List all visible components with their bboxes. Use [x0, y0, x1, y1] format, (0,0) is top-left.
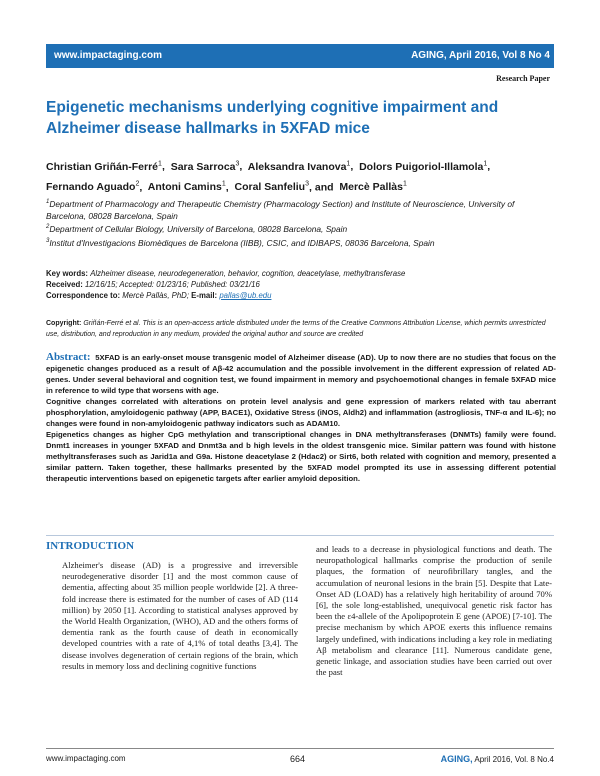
author: Mercè Pallàs$^1$	[339, 180, 407, 193]
author: Dolors Puigoriol-Illamola$^1$	[359, 160, 488, 173]
author: Coral Sanfeliu$^3$	[234, 180, 310, 193]
author: Christian Griñán-Ferré$^1$	[46, 160, 162, 173]
page-number: 664	[290, 754, 306, 764]
affiliation: $^2$Department of Cellular Biology, University of Barcelona, 08028 Barcelona, Spain	[46, 223, 348, 234]
paper-title: Epigenetic mechanisms underlying cognitive impairment and Alzheimer disease hallmarks in 5XFAD mice	[46, 99, 499, 137]
article-metadata	[46, 268, 556, 301]
journal-url[interactable]: www.impactaging.com	[54, 50, 162, 61]
author: Antoni Camins$^1$	[147, 180, 226, 193]
introduction-heading: INTRODUCTION	[46, 540, 135, 552]
affiliation: $^1$Department of Pharmacology and Therapeutic Chemistry (Pharmacology Section) and Institute of Neuroscience, University of Barcelona, 08028 Barcelona, Spain	[46, 198, 515, 221]
email-link[interactable]: pallas@ub.edu	[219, 291, 272, 300]
keywords-line: Key words: Alzheimer disease, neurodegeneration, behavior, cognition, deacetylase, methyltransferase	[46, 269, 406, 278]
copyright-notice: Copyright: Griñán-Ferré et al. This is an open-access article distributed under the terms of the Creative Commons Attribution License, which permits unrestricted use, distribution, and reproduction in any medium, provided the original author and source are credited	[46, 320, 546, 338]
author: Fernando Aguado$^2$	[46, 180, 140, 193]
correspondence-line: Correspondence to: Mercè Pallàs, PhD; E-mail: pallas@ub.edu	[46, 291, 272, 300]
section-divider	[46, 535, 554, 536]
author: Aleksandra Ivanova$^1$	[247, 160, 351, 173]
footer-journal: AGING, April 2016, Vol. 8 No.4	[440, 754, 554, 764]
abstract-paragraph: Cognitive changes correlated with alterations on protein level analysis and gene expression of markers related with tau aberrant phosphorylation, amyloidogenic pathway (APP, BACE1), Oxidative Stress (iNOS, Aldh2) and inflammation (astrogliosis, TNF-α and IL-6); no changes were found in non-amyloidogenic pathway indicators such as ADAM10.	[46, 397, 556, 428]
journal-issue: AGING, April 2016, Vol 8 No 4	[411, 50, 550, 61]
author-list: Christian Griñán-Ferré$^1$, Sara Sarroca$^3$, Aleksandra Ivanova$^1$, Dolors Puigoriol-Illamola$^1$, Fernando Aguado$^2$, Antoni Camins$^1$, Coral Sanfeliu$^3$, and Mercè Pallàs$^1$	[46, 160, 491, 193]
footer-divider	[46, 748, 554, 749]
abstract	[46, 352, 556, 484]
journal-header-bar	[46, 44, 554, 68]
abstract-paragraph: Epigenetics changes as higher CpG methylation and transcriptional changes in DNA methyltransferases (DNMTs) family were found. Dnmt1 increases in younger 5XFAD and Dnmt3a and b high levels in the oldest transgenic mice. Similar pattern was found with histone methyltransferases such as Jarid1a and G9a. Histone deacetylase 2 (Hdac2) or Sirt6, both related with cognition and memory, presented a similar pattern. Taken together, these hallmarks presented by the 5XFAD model prompted its use in assessing different potential therapeutic interventions based on epigenetic targets after earlier amyloid deposition.	[46, 430, 556, 483]
footer-url[interactable]: www.impactaging.com	[46, 754, 126, 763]
body-column-right: and leads to a decrease in physiological functions and death. The neuropathological hallmarks comprise the production of senile plaques, the formation of neurofibrillary tangles, and the accumulation of neuronal lesions in the brain [5]. Despite that Late-Onset AD (LOAD) has a relatively high heritability of around 70% [6], the sole long-established, unequivocal genetic risk factor has been the ε4-allele of the Apolipoprotein E gene (APOE) [7-10]. The precise mechanism by which APOE exerts this influence remains largely undefined, with indications including a key role in mediating Aβ metabolism and clearance [11]. Numerous candidate gene, genetic linkage, and association studies have been carried out over the past	[316, 544, 552, 678]
affiliation: $^3$Institut d'Investigacions Biomèdiques de Barcelona (IIBB), CSIC, and IDIBAPS, 08036 Barcelona, Spain	[46, 237, 435, 248]
abstract-heading: Abstract:	[46, 351, 91, 363]
body-column-left: Alzheimer's disease (AD) is a progressive and irreversible neurodegenerative disorder [1] and the most common cause of dementia, affecting about 35 million people worldwide [2]. A three-fold increase there is estimated for the number of cases of AD (114 million) by 2050 [1]. According to statistical analyses approved by the World Health Organization, (WHO), AD and the others forms of dementia rank as the fourth cause of death in economically developed countries with a rate of 4,1% of total deaths [3,4]. The disease involves degeneration of certain regions of the brain, which results in memory loss and declining cognitive functions	[62, 560, 298, 671]
author: Sara Sarroca$^3$	[170, 160, 240, 173]
abstract-paragraph: 5XFAD is an early-onset mouse transgenic model of Alzheimer disease (AD). Up to now there are no studies that focus on the epigenetic changes produced as a result of Aβ-42 accumulation and the possible involvement in the different expression of related AD-genes. Under several behavioral and cognition test, we found impairment in memory and psychoemotional changes in female 5XFAD mice in reference to wild type that worsens with age.	[46, 353, 556, 395]
paper-type: Research Paper	[496, 74, 550, 83]
dates-line: Received: 12/16/15; Accepted: 01/23/16; Published: 03/21/16	[46, 280, 260, 289]
